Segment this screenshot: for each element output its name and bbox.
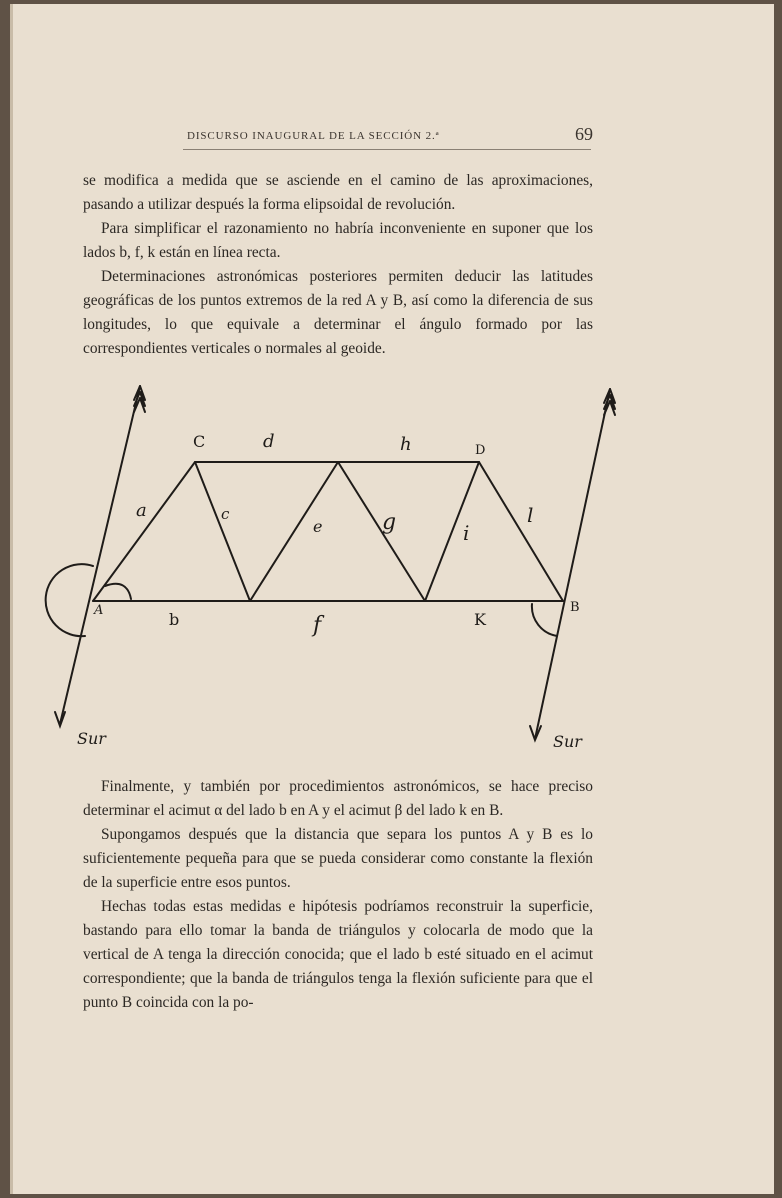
label-b: b [169,610,180,629]
label-d: d [263,431,275,452]
label-e: e [313,517,323,536]
label-sur-right: Sur [553,732,582,751]
top-text [83,169,593,361]
side-c [195,462,250,601]
paragraph: Finalmente, y también por procedimientos astronómicos, se hace preciso determinar el acimut α del lado b en A y el acimut β del lado k en B. [83,778,593,819]
paragraph: Hechas todas estas medidas e hipótesis podríamos reconstruir la superficie, bastando para ello tomar la banda de triángulos y colocarla de modo que la vertical de A tenga la dirección conocida; que el lado b esté situado en el acimut correspondiente; que la banda de triángulos tenga la flexión suficiente para que el punto B coincida con la po- [83,898,593,1011]
label-B: B [570,600,580,615]
paragraph: se modifica a medida que se asciende en el camino de las aproximaciones, pasando a utilizar después la forma elipsoidal de revolución. [83,172,593,213]
header-rule [183,149,591,150]
label-K: K [474,610,486,629]
vertical-line-b [535,389,610,739]
label-h: h [400,434,412,455]
running-header [173,122,593,146]
label-i: i [463,521,470,545]
triangulation-diagram [43,374,623,764]
side-e [250,462,338,601]
header-title: DISCURSO INAUGURAL DE LA SECCIÓN 2.ª [187,130,440,142]
label-D: D [475,443,486,458]
south-arrow-left [55,712,65,726]
angle-arc-a [46,564,93,636]
side-l [479,462,563,601]
paragraph: Supongamos después que la distancia que separa los puntos A y B es lo suficientemente pequeña para que se pueda considerar como constante la flexión de la superficie entre esos puntos. [83,826,593,891]
label-f: f [313,613,322,638]
page-number: 69 [575,124,593,144]
label-a: a [136,500,147,521]
book-page [10,4,774,1194]
paragraph: Determinaciones astronómicas posteriores permiten deducir las latitudes geográficas de los puntos extremos de la red A y B, así como la diferencia de sus longitudes, lo que equivale a determinar el ángulo formado por las correspondientes verticales o normales al geoide. [83,268,593,357]
label-c: c [221,505,230,523]
label-C: C [193,432,206,451]
bottom-text [83,775,593,1015]
label-l: l [527,503,534,527]
label-g: g [382,510,397,535]
label-sur-left: Sur [77,729,106,748]
vertical-line-a [60,386,140,724]
angle-arc-b [532,604,557,636]
side-a [93,462,195,601]
side-i [425,462,479,601]
angle-arc-a-small [105,584,131,599]
label-A: A [94,603,104,618]
paragraph: Para simplificar el razonamiento no habría inconveniente en suponer que los lados b, f, k están en línea recta. [83,220,593,261]
